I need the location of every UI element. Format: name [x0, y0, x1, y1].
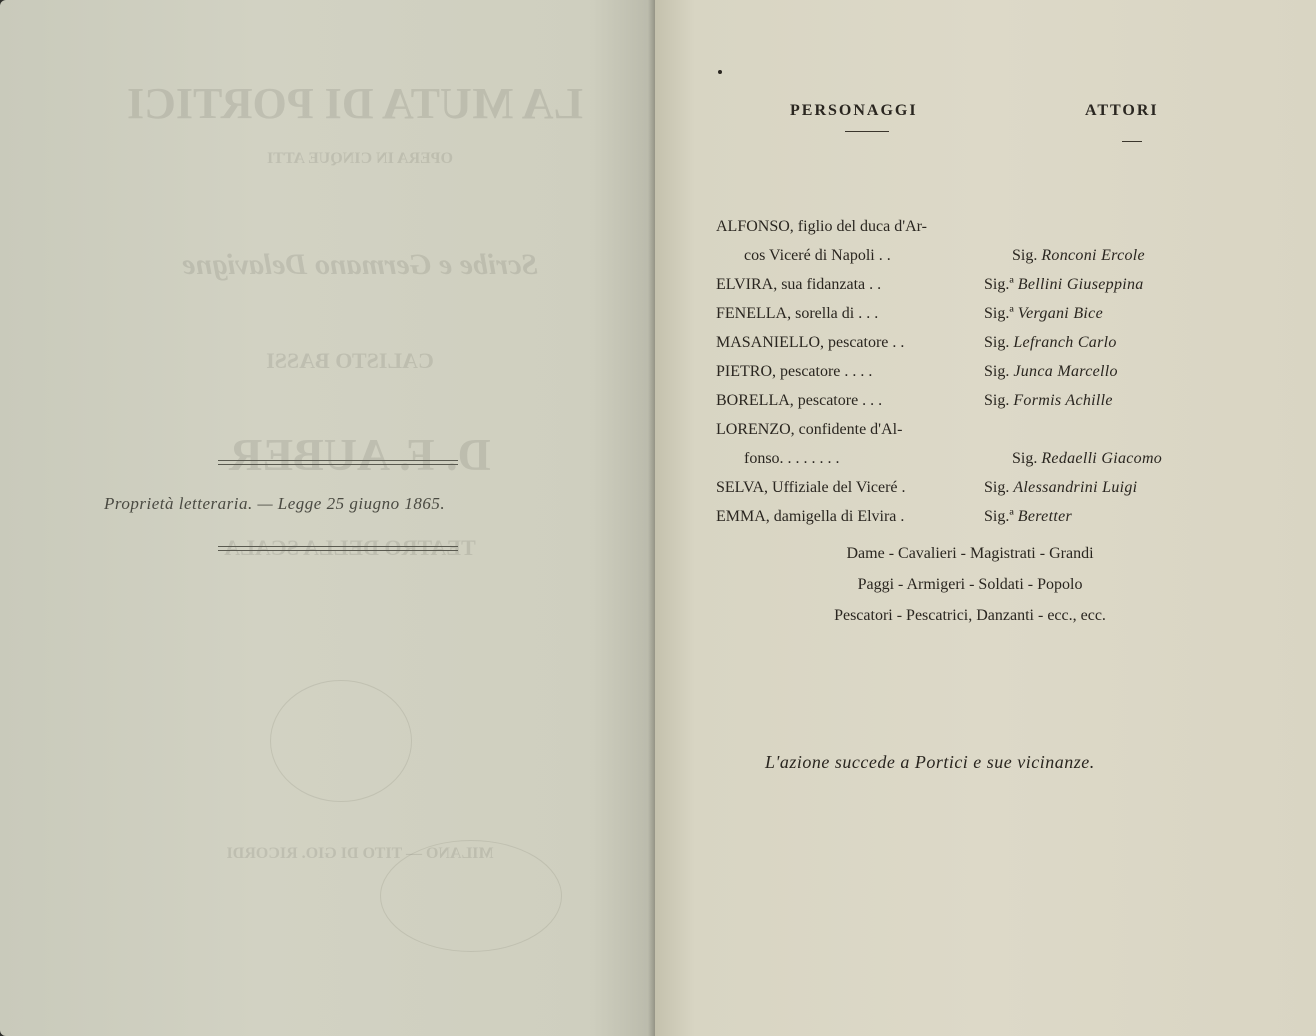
left-page	[0, 0, 655, 1036]
actor-text: Ronconi Ercole	[1041, 247, 1145, 264]
honorific: Sig.	[984, 479, 1010, 496]
cast-row	[716, 357, 1216, 386]
actors-header: ATTORI	[1085, 102, 1159, 119]
honorific: Sig.	[984, 363, 1010, 380]
chorus-line: Pescatori - Pescatrici, Danzanti - ecc., ecc.	[834, 607, 1106, 624]
show-through-line: D. F. AUBER	[229, 429, 491, 480]
honorific: Sig.	[984, 392, 1010, 409]
show-through-line: Scribe e Germano Delavigne	[182, 248, 538, 281]
actor-text: Beretter	[1017, 508, 1072, 525]
honorific: Sig.	[984, 334, 1010, 351]
actors-header-rule	[1122, 141, 1142, 142]
chorus-line: Paggi - Armigeri - Soldati - Popolo	[857, 576, 1083, 593]
show-through-line: CALISTO BASSI	[266, 348, 434, 373]
role-name: FENELLA, sorella di . . .	[716, 305, 879, 322]
role-name-cont: cos Viceré di Napoli . .	[744, 247, 891, 264]
role-name: MASANIELLO, pescatore . .	[716, 334, 905, 351]
role-name: PIETRO, pescatore . . . .	[716, 363, 873, 380]
honorific: Sig.ª	[984, 508, 1014, 525]
cast-row	[716, 299, 1216, 328]
actor-name	[984, 328, 1216, 357]
show-through-line: TEATRO DELLA SCALA	[224, 535, 476, 560]
actor-name	[984, 270, 1216, 299]
honorific: Sig.	[1012, 450, 1038, 467]
show-through-line: MILANO — TITO DI GIO. RICORDI	[226, 845, 494, 862]
cast-list	[716, 212, 1216, 531]
honorific: Sig.ª	[984, 276, 1014, 293]
top-rule	[218, 460, 458, 465]
cast-row	[716, 473, 1216, 502]
actor-name	[984, 502, 1216, 531]
copyright-notice: Proprietà letteraria. — Legge 25 giugno 1865.	[104, 494, 446, 513]
role-name: ALFONSO, figlio del duca d'Ar-	[716, 218, 927, 235]
actor-text: Formis Achille	[1013, 392, 1113, 409]
actor-text: Junca Marcello	[1013, 363, 1118, 380]
actor-text: Vergani Bice	[1017, 305, 1103, 322]
cast-row	[716, 444, 1216, 473]
characters-header-rule	[845, 131, 889, 132]
honorific: Sig.ª	[984, 305, 1014, 322]
cast-row	[716, 328, 1216, 357]
role-name: SELVA, Uffiziale del Viceré .	[716, 479, 906, 496]
show-through-title: LA MUTA DI PORTICI	[126, 79, 584, 128]
cast-row	[716, 270, 1216, 299]
honorific: Sig.	[1012, 247, 1038, 264]
cast-row	[716, 386, 1216, 415]
actor-name	[1012, 444, 1216, 473]
show-through-line: OPERA IN CINQUE ATTI	[267, 150, 453, 167]
actor-text: Redaelli Giacomo	[1041, 450, 1163, 467]
actor-name	[984, 299, 1216, 328]
cast-row	[716, 212, 1216, 241]
setting-note: L'azione succede a Portici e sue vicinanze.	[765, 752, 1095, 772]
role-name: EMMA, damigella di Elvira .	[716, 508, 905, 525]
role-name: BORELLA, pescatore . . .	[716, 392, 883, 409]
bottom-rule	[218, 546, 458, 551]
emblem-shadow	[270, 680, 412, 802]
role-name: LORENZO, confidente d'Al-	[716, 421, 903, 438]
actor-text: Lefranch Carlo	[1013, 334, 1117, 351]
chorus-line: Dame - Cavalieri - Magistrati - Grandi	[846, 545, 1094, 562]
cast-row	[716, 502, 1216, 531]
cast-row	[716, 415, 1216, 444]
role-name: ELVIRA, sua fidanzata . .	[716, 276, 882, 293]
actor-name	[984, 386, 1216, 415]
stain-circle	[380, 840, 562, 952]
characters-header: PERSONAGGI	[790, 102, 918, 119]
ink-dot	[718, 70, 722, 74]
actor-name	[984, 473, 1216, 502]
actor-name	[984, 357, 1216, 386]
actor-text: Bellini Giuseppina	[1017, 276, 1144, 293]
actor-text: Alessandrini Luigi	[1013, 479, 1138, 496]
role-name-cont: fonso. . . . . . . .	[744, 450, 840, 467]
actor-name	[1012, 241, 1216, 270]
cast-row	[716, 241, 1216, 270]
